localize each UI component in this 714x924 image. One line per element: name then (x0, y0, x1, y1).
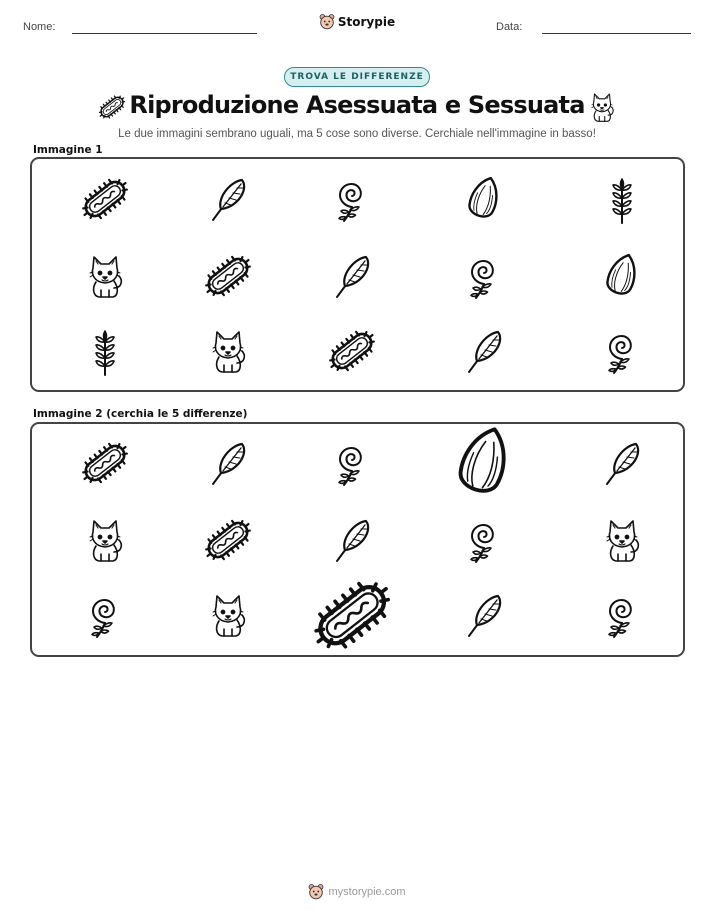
page-title: Riproduzione Asessuata e Sessuata (129, 91, 585, 119)
footer (0, 884, 714, 904)
wolf-cub-icon (200, 323, 256, 379)
bacterium-icon (77, 171, 133, 227)
fern-icon (456, 248, 512, 304)
feather-icon[interactable] (594, 435, 650, 491)
wheat-icon (77, 323, 133, 379)
feather-icon[interactable] (200, 435, 256, 491)
panel1-label: Immagine 1 (33, 144, 103, 156)
wolf-cub-icon[interactable] (77, 512, 133, 568)
wolf-cub-icon (589, 92, 615, 122)
fern-icon (594, 323, 650, 379)
fern-icon[interactable] (77, 587, 133, 643)
wolf-cub-icon[interactable] (200, 587, 256, 643)
seed-icon[interactable] (439, 418, 529, 508)
feather-icon[interactable] (324, 512, 380, 568)
feather-icon (324, 248, 380, 304)
fern-icon[interactable] (594, 587, 650, 643)
wheat-icon (594, 171, 650, 227)
feather-icon[interactable] (456, 587, 512, 643)
bacterium-icon[interactable] (306, 569, 398, 661)
activity-badge: TROVA LE DIFFERENZE (284, 67, 430, 87)
instructions: Le due immagini sembrano uguali, ma 5 cose sono diverse. Cerchiale nell'immagine in basso! (118, 128, 596, 140)
fern-icon[interactable] (324, 435, 380, 491)
date-line[interactable] (542, 33, 691, 34)
name-label: Nome: (23, 21, 56, 33)
wolf-cub-icon (77, 248, 133, 304)
storypie-logo-icon (308, 884, 324, 900)
feather-icon (200, 171, 256, 227)
fern-icon (324, 171, 380, 227)
bacterium-icon (200, 248, 256, 304)
panel2-label: Immagine 2 (cerchia le 5 differenze) (33, 408, 248, 420)
fern-icon[interactable] (456, 512, 512, 568)
footer-site: mystorypie.com (328, 886, 406, 898)
bacterium-icon[interactable] (200, 512, 256, 568)
brand-name: Storypie (337, 15, 396, 29)
bacterium-icon[interactable] (77, 435, 133, 491)
seed-icon (456, 171, 512, 227)
date-label: Data: (496, 21, 523, 33)
storypie-logo-icon (319, 14, 335, 30)
bacterium-icon (324, 323, 380, 379)
feather-icon (456, 323, 512, 379)
seed-icon (594, 248, 650, 304)
brand (0, 14, 714, 34)
wolf-cub-icon[interactable] (594, 512, 650, 568)
